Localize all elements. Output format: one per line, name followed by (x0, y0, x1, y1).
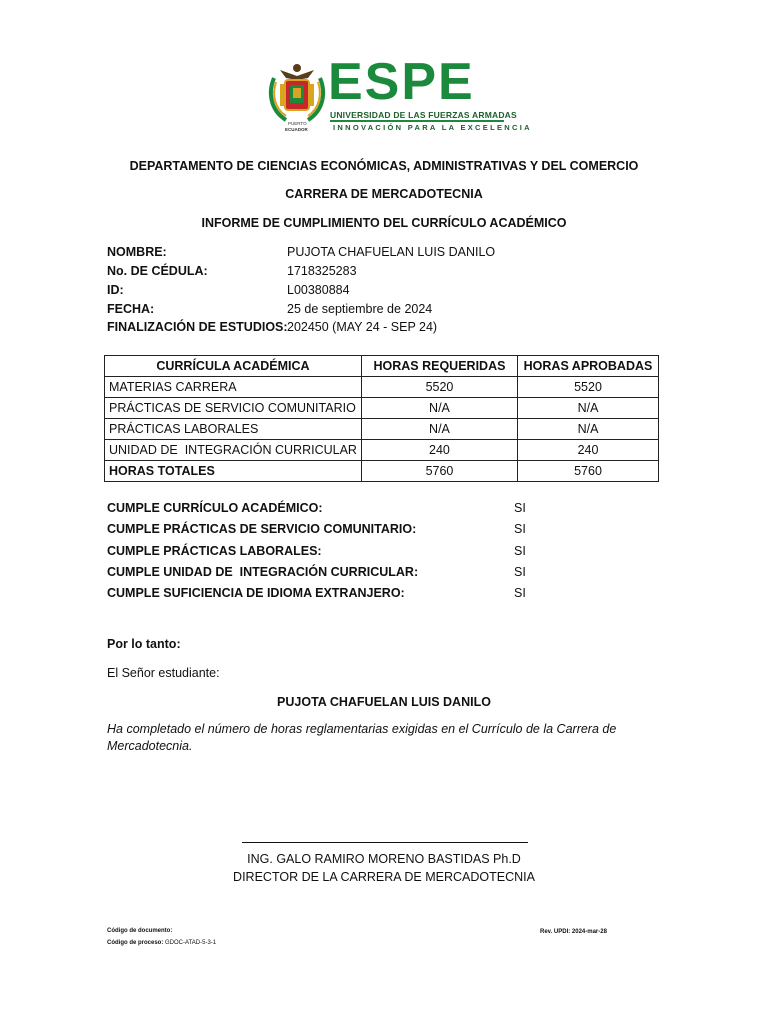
table-cell: 240 (518, 440, 659, 461)
table-total-row (105, 461, 659, 482)
emblem-label-top: PUERTO (288, 121, 307, 126)
compliance-label: CUMPLE SUFICIENCIA DE IDIOMA EXTRANJERO: (107, 586, 405, 600)
compliance-value: SI (514, 501, 526, 515)
compliance-label: CUMPLE UNIDAD DE INTEGRACIÓN CURRICULAR: (107, 565, 419, 579)
id-card-label: No. DE CÉDULA: (107, 264, 208, 278)
table-cell: 5760 (361, 461, 517, 482)
table-cell: N/A (361, 398, 517, 419)
table-cell: 5520 (518, 377, 659, 398)
logo-subtitle: UNIVERSIDAD DE LAS FUERZAS ARMADAS (330, 110, 517, 120)
salutation-text: El Señor estudiante: (107, 666, 220, 680)
student-id-value: L00380884 (287, 283, 350, 297)
table-cell: PRÁCTICAS LABORALES (105, 419, 362, 440)
table-cell: HORAS TOTALES (105, 461, 362, 482)
therefore-text: Por lo tanto: (107, 637, 181, 651)
table-cell: N/A (518, 419, 659, 440)
name-label: NOMBRE: (107, 245, 167, 259)
table-cell: PRÁCTICAS DE SERVICIO COMUNITARIO (105, 398, 362, 419)
table-header-row (105, 356, 659, 377)
logo-tagline: INNOVACIÓN PARA LA EXCELENCIA (333, 123, 532, 132)
table-cell: N/A (361, 419, 517, 440)
emblem-label-bottom: ECUADOR (285, 127, 308, 132)
table-cell: 240 (361, 440, 517, 461)
revision-text: Rev. UPDI: 2024-mar-28 (540, 929, 607, 935)
curricula-table (104, 355, 659, 482)
process-code-value: GDOC-ATAD-5-3-1 (165, 940, 217, 946)
table-header: CURRÍCULA ACADÉMICA (105, 356, 362, 377)
logo-wordmark: ESPE (328, 53, 475, 111)
signatory-name: ING. GALO RAMIRO MORENO BASTIDAS Ph.D (247, 852, 521, 866)
table-row (105, 419, 659, 440)
table-header: HORAS APROBADAS (518, 356, 659, 377)
signatory-role: DIRECTOR DE LA CARRERA DE MERCADOTECNIA (233, 870, 535, 884)
table-header: HORAS REQUERIDAS (361, 356, 517, 377)
completion-label: FINALIZACIÓN DE ESTUDIOS: (107, 320, 288, 334)
compliance-value: SI (514, 522, 526, 536)
process-code-label: Código de proceso: (107, 940, 164, 946)
date-value: 25 de septiembre de 2024 (287, 302, 433, 316)
compliance-value: SI (514, 586, 526, 600)
date-label: FECHA: (107, 302, 155, 316)
table-cell: N/A (518, 398, 659, 419)
completion-value: 202450 (MAY 24 - SEP 24) (287, 320, 438, 334)
table-cell: MATERIAS CARRERA (105, 377, 362, 398)
table-cell: 5760 (518, 461, 659, 482)
process-code (107, 940, 216, 946)
student-id-label: ID: (107, 283, 124, 297)
student-name-heading: PUJOTA CHAFUELAN LUIS DANILO (277, 695, 491, 709)
table-cell: UNIDAD DE INTEGRACIÓN CURRICULAR (105, 440, 362, 461)
id-card-value: 1718325283 (287, 264, 357, 278)
name-value: PUJOTA CHAFUELAN LUIS DANILO (287, 245, 496, 259)
signature-line (242, 842, 528, 843)
table-row (105, 398, 659, 419)
completion-statement: Ha completado el número de horas reglamentarias exigidas en el Currículo de la Carrera de Mercadotecnia. (107, 722, 617, 753)
report-title: INFORME DE CUMPLIMIENTO DEL CURRÍCULO ACADÉMICO (201, 216, 567, 230)
compliance-label: CUMPLE PRÁCTICAS DE SERVICIO COMUNITARIO: (107, 522, 417, 536)
table-cell: 5520 (361, 377, 517, 398)
logo-divider (330, 120, 504, 122)
compliance-label: CUMPLE PRÁCTICAS LABORALES: (107, 544, 322, 558)
compliance-value: SI (514, 565, 526, 579)
career-heading: CARRERA DE MERCADOTECNIA (285, 187, 483, 201)
department-heading: DEPARTAMENTO DE CIENCIAS ECONÓMICAS, ADMINISTRATIVAS Y DEL COMERCIO (129, 159, 639, 173)
table-row (105, 377, 659, 398)
table-row (105, 440, 659, 461)
compliance-label: CUMPLE CURRÍCULO ACADÉMICO: (107, 501, 323, 515)
document-code-label: Código de documento: (107, 928, 173, 934)
compliance-value: SI (514, 544, 526, 558)
